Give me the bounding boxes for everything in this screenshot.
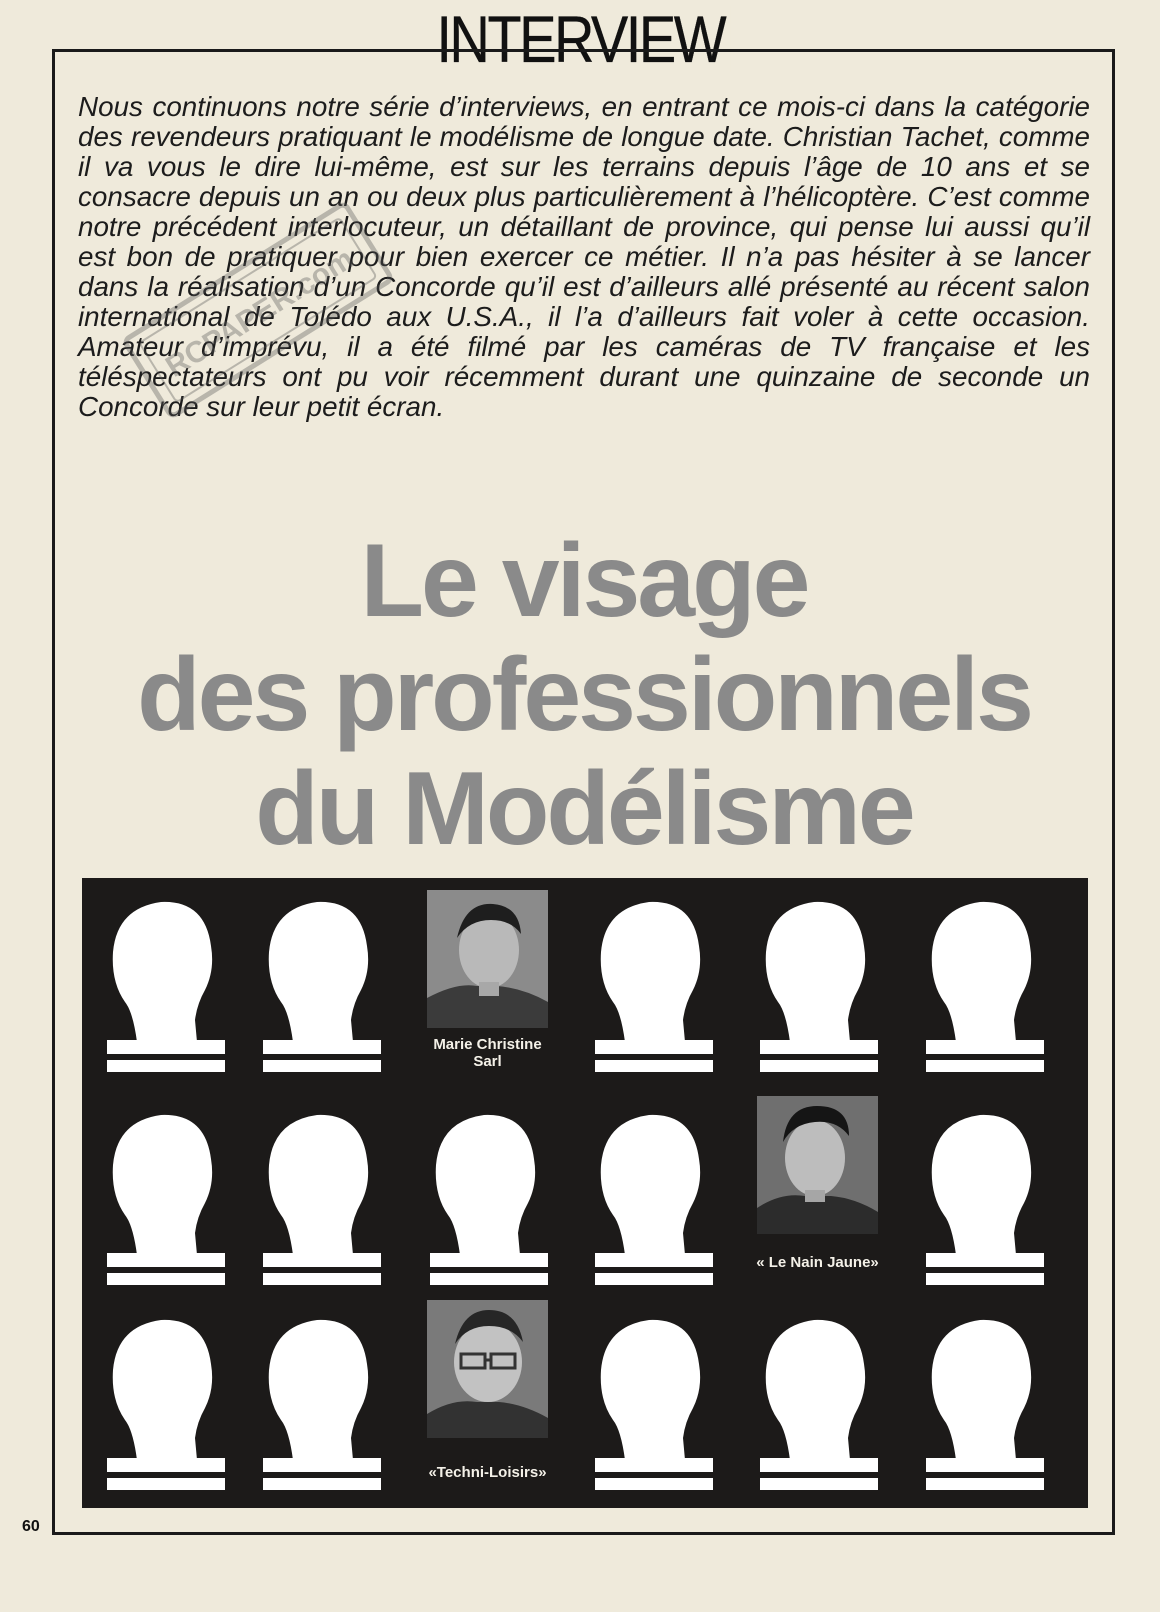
silhouette — [585, 890, 720, 1086]
silhouette — [750, 890, 885, 1086]
watermark-text: RCPAPER.com — [160, 242, 360, 384]
silhouette — [750, 1308, 885, 1504]
silhouette — [916, 890, 1051, 1086]
silhouette — [97, 890, 232, 1086]
silhouette — [420, 1103, 555, 1299]
silhouette — [253, 1103, 388, 1299]
intro-paragraph: Nous continuons notre série d’interviews, en entrant ce mois-ci dans la catégorie des revendeurs pratiquant le modélisme de longue date. Christian Tachet, comme il va vous le dire lui-même, est sur les terrains depuis l’âge de 10 ans et se consacre depuis un an ou deux plus particulièrement à l’hélicoptère. C’est comme notre précédent interlocuteur, un détaillant de province, qui pense lui aussi qu’il est bon de pratiquer pour bien exercer ce métier. Il n’a pas hésiter à se lancer dans la réalisation d’un Concorde qu’il est d’ailleurs allé présenté au récent salon international de Tolédo aux U.S.A., il l’a d’ailleurs fait voler à cette occasion. Amateur d’imprévu, il a été filmé par les caméras de TV française et les téléspectateurs ont pu voir récemment durant une quinzaine de seconde un Concorde sur leur petit écran. — [78, 91, 1090, 422]
caption-nain-jaune: « Le Nain Jaune» — [756, 1254, 879, 1271]
silhouette — [585, 1308, 720, 1504]
portrait-marie-christine — [420, 886, 555, 1082]
silhouette — [97, 1308, 232, 1504]
headline-line-1: Le visage — [360, 523, 808, 639]
silhouette — [916, 1308, 1051, 1504]
page-number: 60 — [22, 1518, 40, 1535]
silhouette — [253, 1308, 388, 1504]
silhouette — [253, 890, 388, 1086]
caption-techni-loisirs: «Techni-Loisirs» — [428, 1464, 547, 1481]
portrait-techni-loisirs — [420, 1296, 555, 1492]
section-title: INTERVIEW — [429, 6, 730, 72]
silhouette — [916, 1103, 1051, 1299]
silhouette — [585, 1103, 720, 1299]
portrait-photo — [757, 1096, 878, 1234]
headline-line-2: des professionnels — [137, 637, 1031, 753]
portrait-grid — [82, 878, 1088, 1508]
silhouette — [97, 1103, 232, 1299]
portrait-photo — [427, 890, 548, 1028]
portrait-nain-jaune — [750, 1092, 885, 1288]
headline — [58, 524, 1110, 866]
portrait-photo — [427, 1300, 548, 1438]
caption-marie-christine: Marie Christine Sarl — [433, 1036, 542, 1070]
headline-line-3: du Modélisme — [255, 751, 913, 867]
